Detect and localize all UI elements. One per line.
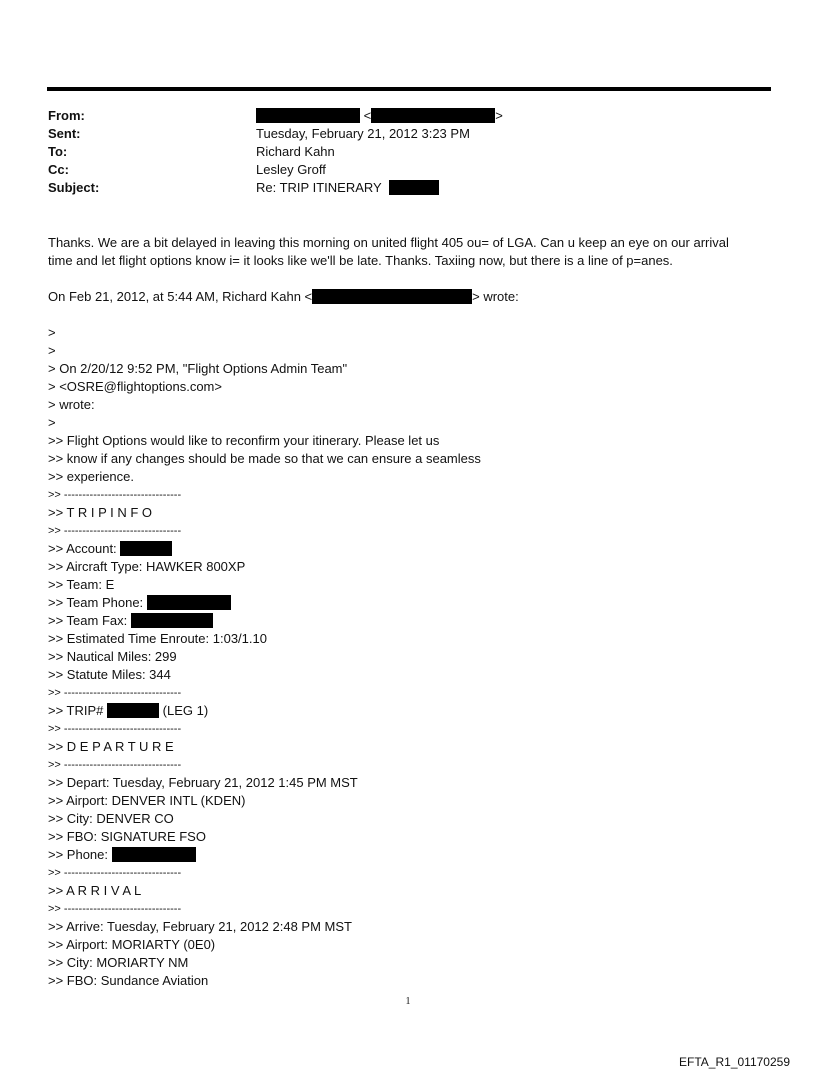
quoted-line: >> Statute Miles: 344 <box>48 667 171 682</box>
quoted-line: >> Aircraft Type: HAWKER 800XP <box>48 559 246 574</box>
from-label: From: <box>48 108 85 123</box>
separator-line: >> -------------------------------- <box>48 525 182 537</box>
section-heading: >> D E P A R T U R E <box>48 739 174 754</box>
sent-label: Sent: <box>48 126 81 141</box>
account-line <box>48 540 172 558</box>
quoted-line: >> Arrive: Tuesday, February 21, 2012 2:48 PM MST <box>48 919 352 934</box>
quoted-line: >> Airport: MORIARTY (0E0) <box>48 937 216 952</box>
quoted-line: > <OSRE@flightoptions.com> <box>48 379 222 394</box>
separator-line: >> -------------------------------- <box>48 759 182 771</box>
quote-intro <box>48 288 519 306</box>
quote-intro-post: > wrote: <box>472 289 519 304</box>
redaction-block <box>312 289 472 304</box>
account-label: >> Account: <box>48 541 117 556</box>
quoted-line: >> City: DENVER CO <box>48 811 174 826</box>
quoted-line: >> Nautical Miles: 299 <box>48 649 177 664</box>
team-phone-line <box>48 594 231 612</box>
quoted-line: >> Estimated Time Enroute: 1:03/1.10 <box>48 631 267 646</box>
redaction-block <box>120 541 172 556</box>
quoted-line: > wrote: <box>48 397 95 412</box>
quoted-line: >> experience. <box>48 469 135 484</box>
subject-label: Subject: <box>48 180 100 195</box>
quoted-line: >> Depart: Tuesday, February 21, 2012 1:45 PM MST <box>48 775 358 790</box>
separator-line: >> -------------------------------- <box>48 867 182 879</box>
quoted-line: > <box>48 343 56 358</box>
quoted-line: >> Flight Options would like to reconfirm your itinerary. Please let us <box>48 433 440 448</box>
team-fax-line <box>48 612 213 630</box>
redaction-block <box>107 703 159 718</box>
bates-number: EFTA_R1_01170259 <box>679 1055 790 1069</box>
redaction-block <box>371 108 495 123</box>
separator-line: >> -------------------------------- <box>48 489 182 501</box>
message-line: time and let flight options know i= it looks like we'll be late. Thanks. Taxiing now, but there is a line of p=anes. <box>48 253 673 268</box>
quoted-line: >> City: MORIARTY NM <box>48 955 189 970</box>
to-label: To: <box>48 144 68 159</box>
dep-phone-line <box>48 846 196 864</box>
subject-text: Re: TRIP ITINERARY <box>256 180 382 195</box>
to-value: Richard Kahn <box>256 144 335 159</box>
quoted-line: >> FBO: Sundance Aviation <box>48 973 209 988</box>
cc-label: Cc: <box>48 162 69 177</box>
page-number: 1 <box>405 996 411 1007</box>
from-lt: < <box>363 108 372 123</box>
subject-value <box>256 179 439 197</box>
dep-phone-label: >> Phone: <box>48 847 108 862</box>
redaction-block <box>147 595 231 610</box>
separator-line: >> -------------------------------- <box>48 723 182 735</box>
sent-value: Tuesday, February 21, 2012 3:23 PM <box>256 126 470 141</box>
quoted-line: > <box>48 325 56 340</box>
redaction-block <box>131 613 213 628</box>
cc-value: Lesley Groff <box>256 162 326 177</box>
from-gt: > <box>495 108 503 123</box>
separator-line: >> -------------------------------- <box>48 687 182 699</box>
team-phone-label: >> Team Phone: <box>48 595 144 610</box>
section-heading: >> T R I P I N F O <box>48 505 153 520</box>
header-rule <box>47 87 771 91</box>
quoted-line: > On 2/20/12 9:52 PM, "Flight Options Admin Team" <box>48 361 348 376</box>
trip-number-line <box>48 702 208 720</box>
from-value <box>256 107 503 125</box>
quoted-line: >> FBO: SIGNATURE FSO <box>48 829 206 844</box>
leg-label: (LEG 1) <box>162 703 209 718</box>
quote-intro-pre: On Feb 21, 2012, at 5:44 AM, Richard Kahn < <box>48 289 313 304</box>
trip-number-label: >> TRIP# <box>48 703 104 718</box>
quoted-line: >> Airport: DENVER INTL (KDEN) <box>48 793 246 808</box>
redaction-block <box>389 180 439 195</box>
message-line: Thanks. We are a bit delayed in leaving this morning on united flight 405 ou= of LGA. Can u keep an eye on our arrival <box>48 235 729 250</box>
section-heading: >> A R R I V A L <box>48 883 142 898</box>
redaction-block <box>112 847 196 862</box>
team-fax-label: >> Team Fax: <box>48 613 128 628</box>
separator-line: >> -------------------------------- <box>48 903 182 915</box>
redaction-block <box>256 108 360 123</box>
quoted-line: >> Team: E <box>48 577 115 592</box>
quoted-line: > <box>48 415 56 430</box>
quoted-line: >> know if any changes should be made so that we can ensure a seamless <box>48 451 481 466</box>
